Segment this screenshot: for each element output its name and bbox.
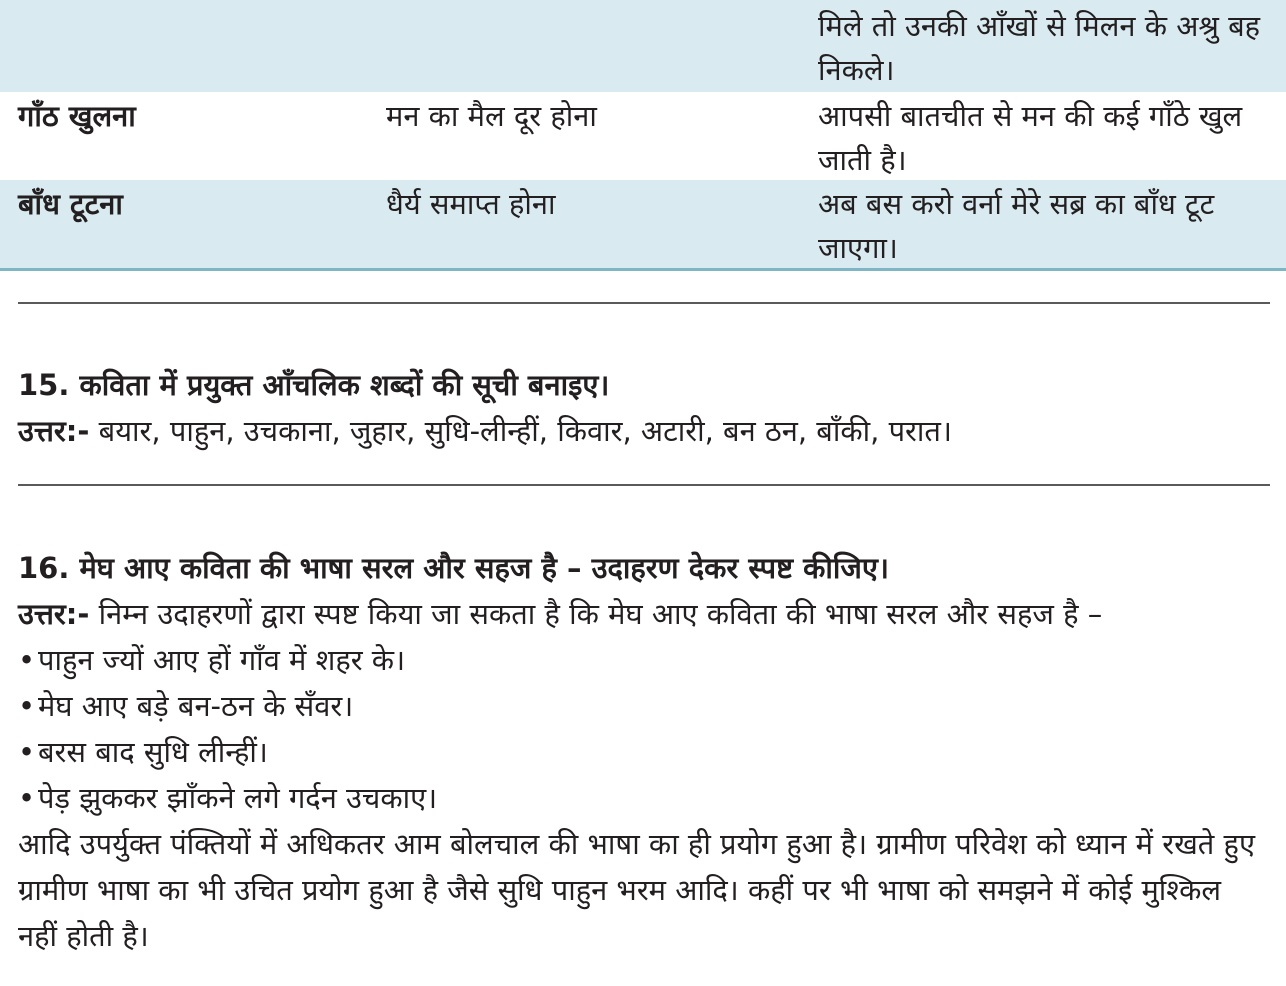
sentence-cell: आपसी बातचीत से मन की कई गाँठे खुल जाती है। [818, 99, 1243, 177]
list-item [18, 729, 1268, 775]
table-row [0, 0, 1286, 92]
table-row [0, 92, 1286, 180]
sentence-cell: अब बस करो वर्ना मेरे सब्र का बाँध टूट जाएगा। [818, 187, 1215, 265]
idiom-cell: बाँध टूटना [18, 187, 123, 221]
examples-list [18, 637, 1268, 821]
idiom-table [0, 0, 1286, 271]
meaning-cell: मन का मैल दूर होना [386, 99, 597, 133]
answer-15 [18, 408, 1268, 454]
example-text: पेड़ झुककर झाँकने लगे गर्दन उचकाए। [38, 781, 438, 815]
answer-15-text: बयार, पाहुन, उचकाना, जुहार, सुधि-लीन्हीं, किवार, अटारी, बन ठन, बाँकी, परात। [89, 414, 952, 448]
answer-16-conclusion: आदि उपर्युक्त पंक्तियों में अधिकतर आम बोलचाल की भाषा का ही प्रयोग हुआ है। ग्रामीण परिवेश को ध्यान में रखते हुए ग्रामीण भाषा का भी उचित प्रयोग हुआ है जैसे सुधि पाहुन भरम आदि। कहीं पर भी भाषा को समझने में कोई मुश्किल नहीं होती है। [18, 827, 1255, 953]
list-item [18, 683, 1268, 729]
example-text: पाहुन ज्यों आए हों गाँव में शहर के। [38, 643, 406, 677]
answer-16-intro [18, 591, 1268, 637]
question-15-text: 15. कविता में प्रयुक्त आँचलिक शब्दों की सूची बनाइए। [18, 368, 610, 402]
answer-label: उत्तर:- [18, 597, 90, 631]
example-text: बरस बाद सुधि लीन्हीं। [38, 735, 268, 769]
question-16-text: 16. मेघ आए कविता की भाषा सरल और सहज है – उदाहरण देकर स्पष्ट कीजिए। [18, 551, 889, 585]
bullet-icon: • [18, 689, 36, 723]
meaning-cell: धैर्य समाप्त होना [386, 187, 556, 221]
divider [18, 484, 1270, 486]
table-row [0, 180, 1286, 268]
list-item [18, 637, 1268, 683]
bullet-icon: • [18, 735, 36, 769]
bullet-icon: • [18, 643, 36, 677]
list-item [18, 775, 1268, 821]
answer-label: उत्तर:- [18, 414, 90, 448]
bullet-icon: • [18, 781, 36, 815]
question-15 [18, 362, 1268, 454]
sentence-cell: मिले तो उनकी आँखों से मिलन के अश्रु बह निकले। [818, 9, 1261, 87]
question-16 [18, 545, 1268, 959]
divider [18, 302, 1270, 304]
answer-16-intro-text: निम्न उदाहरणों द्वारा स्पष्ट किया जा सकता है कि मेघ आए कविता की भाषा सरल और सहज है – [89, 597, 1103, 631]
idiom-cell: गाँठ खुलना [18, 99, 136, 133]
example-text: मेघ आए बड़े बन-ठन के सँवर। [38, 689, 354, 723]
